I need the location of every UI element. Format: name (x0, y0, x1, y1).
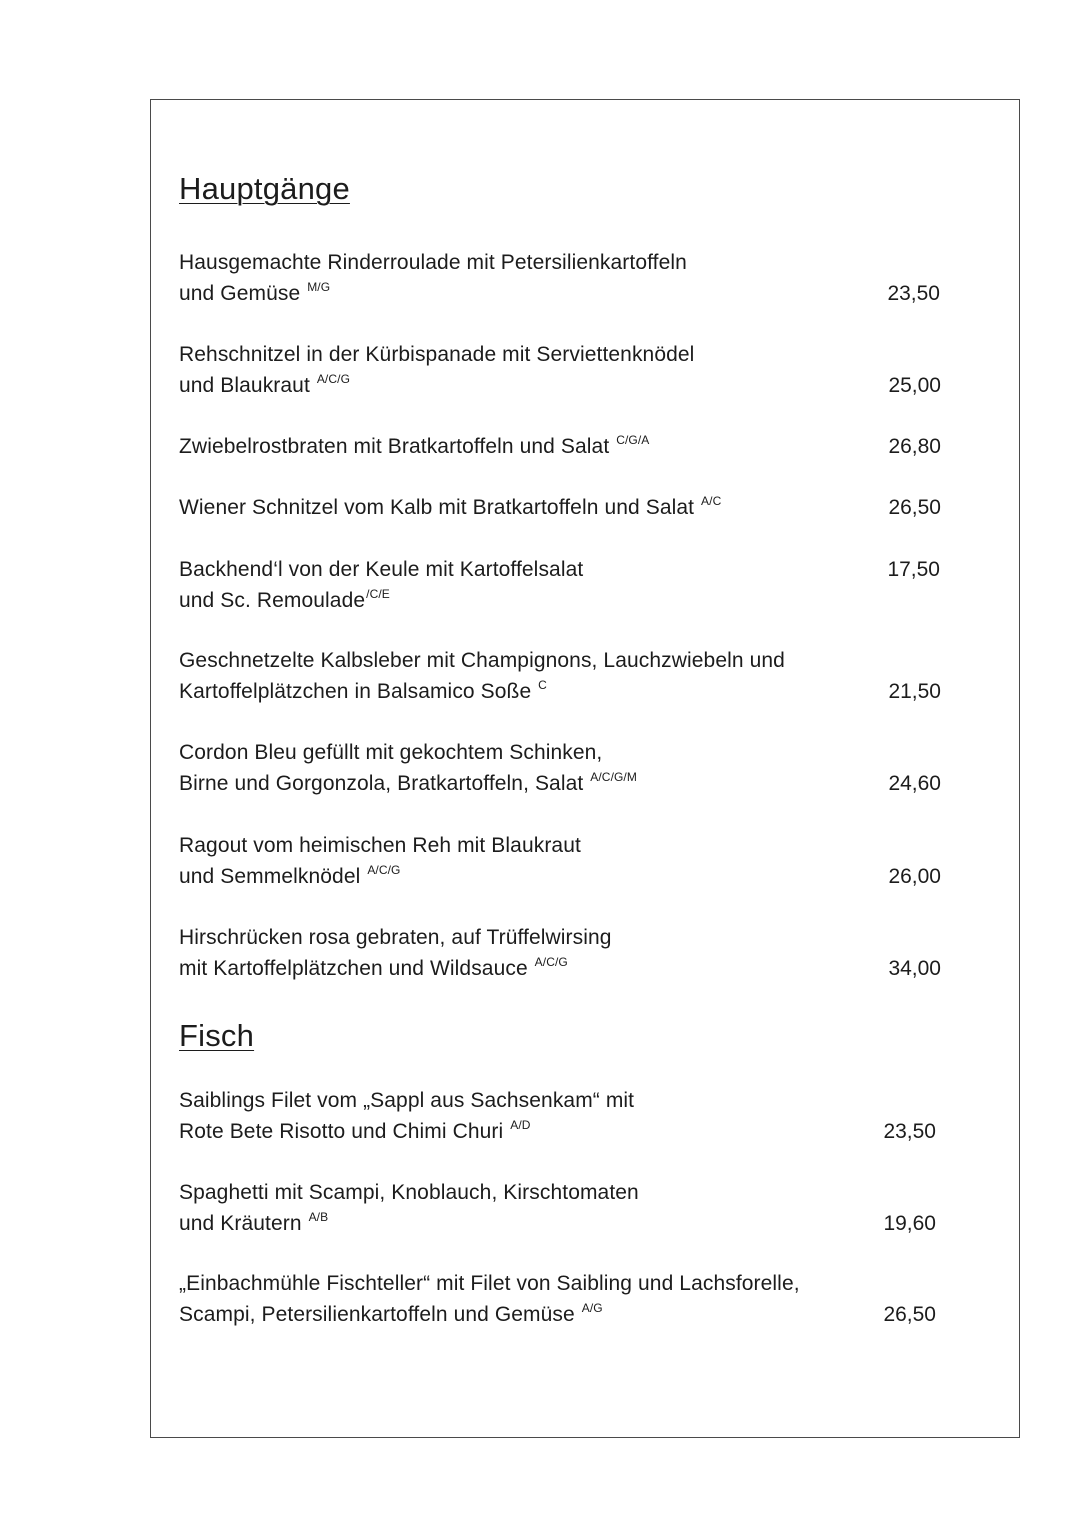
menu-item (179, 922, 969, 984)
dish-line-2: mit Kartoffelplätzchen und Wildsauce (179, 957, 528, 980)
dish-line-2: und Gemüse (179, 282, 301, 305)
menu-item (179, 1085, 969, 1147)
dish-line-1: Wiener Schnitzel vom Kalb mit Bratkartoffeln und Salat (179, 496, 695, 519)
menu-item (179, 645, 969, 707)
dish-line-2: Birne und Gorgonzola, Bratkartoffeln, Salat (179, 772, 584, 795)
dish-line-2: Kartoffelplätzchen in Balsamico Soße (179, 680, 532, 703)
allergen-codes: M/G (307, 280, 331, 294)
dish-line-2: und Sc. Remoulade (179, 589, 366, 612)
dish-line-2: und Semmelknödel (179, 865, 361, 888)
dish-price: 19,60 (883, 1212, 936, 1235)
allergen-codes: A/C/G (534, 955, 568, 969)
menu-item (179, 339, 969, 401)
dish-price: 23,50 (887, 282, 940, 305)
dish-line-1: Geschnetzelte Kalbsleber mit Champignons, Lauchzwiebeln und (179, 649, 785, 672)
dish-price: 24,60 (888, 772, 941, 795)
dish-line-2: Rote Bete Risotto und Chimi Churi (179, 1120, 504, 1143)
dish-line-1: Ragout vom heimischen Reh mit Blaukraut (179, 834, 581, 857)
dish-line-1: Spaghetti mit Scampi, Knoblauch, Kirschtomaten (179, 1181, 639, 1204)
allergen-codes: A/G (581, 1301, 603, 1315)
dish-price: 25,00 (888, 374, 941, 397)
section-title-fisch: Fisch (179, 1018, 255, 1053)
dish-line-2: Scampi, Petersilienkartoffeln und Gemüse (179, 1303, 575, 1326)
allergen-codes: /C/E (366, 587, 390, 601)
menu-item (179, 554, 969, 616)
dish-line-2: und Blaukraut (179, 374, 310, 397)
menu-item (179, 431, 969, 462)
dish-line-1: Cordon Bleu gefüllt mit gekochtem Schinken, (179, 741, 603, 764)
allergen-codes: A/C/G (367, 863, 401, 877)
dish-line-1: Hirschrücken rosa gebraten, auf Trüffelwirsing (179, 926, 612, 949)
menu-item (179, 737, 969, 799)
menu-item (179, 830, 969, 892)
allergen-codes: C (538, 678, 547, 692)
dish-price: 26,00 (888, 865, 941, 888)
menu-item (179, 1268, 969, 1330)
menu-item (179, 492, 969, 523)
dish-line-1: Backhend‘l von der Keule mit Kartoffelsalat (179, 558, 584, 581)
dish-price: 26,50 (883, 1303, 936, 1326)
menu-item (179, 247, 969, 309)
allergen-codes: A/C/G/M (590, 770, 637, 784)
dish-price: 17,50 (887, 558, 940, 581)
dish-line-1: Zwiebelrostbraten mit Bratkartoffeln und Salat (179, 435, 610, 458)
dish-price: 26,50 (888, 496, 941, 519)
dish-line-1: Saiblings Filet vom „Sappl aus Sachsenkam“ mit (179, 1089, 635, 1112)
allergen-codes: A/B (308, 1210, 329, 1224)
dish-price: 21,50 (888, 680, 941, 703)
dish-price: 26,80 (888, 435, 941, 458)
allergen-codes: A/D (510, 1118, 531, 1132)
dish-line-1: Rehschnitzel in der Kürbispanade mit Serviettenknödel (179, 343, 695, 366)
section-title-hauptgaenge: Hauptgänge (179, 171, 350, 206)
dish-price: 34,00 (888, 957, 941, 980)
dish-line-1: „Einbachmühle Fischteller“ mit Filet von Saibling und Lachsforelle, (179, 1272, 800, 1295)
dish-price: 23,50 (883, 1120, 936, 1143)
dish-line-2: und Kräutern (179, 1212, 302, 1235)
dish-line-1: Hausgemachte Rinderroulade mit Petersilienkartoffeln (179, 251, 687, 274)
menu-item (179, 1177, 969, 1239)
allergen-codes: A/C/G (316, 372, 350, 386)
allergen-codes: A/C (701, 494, 722, 508)
allergen-codes: C/G/A (616, 433, 650, 447)
